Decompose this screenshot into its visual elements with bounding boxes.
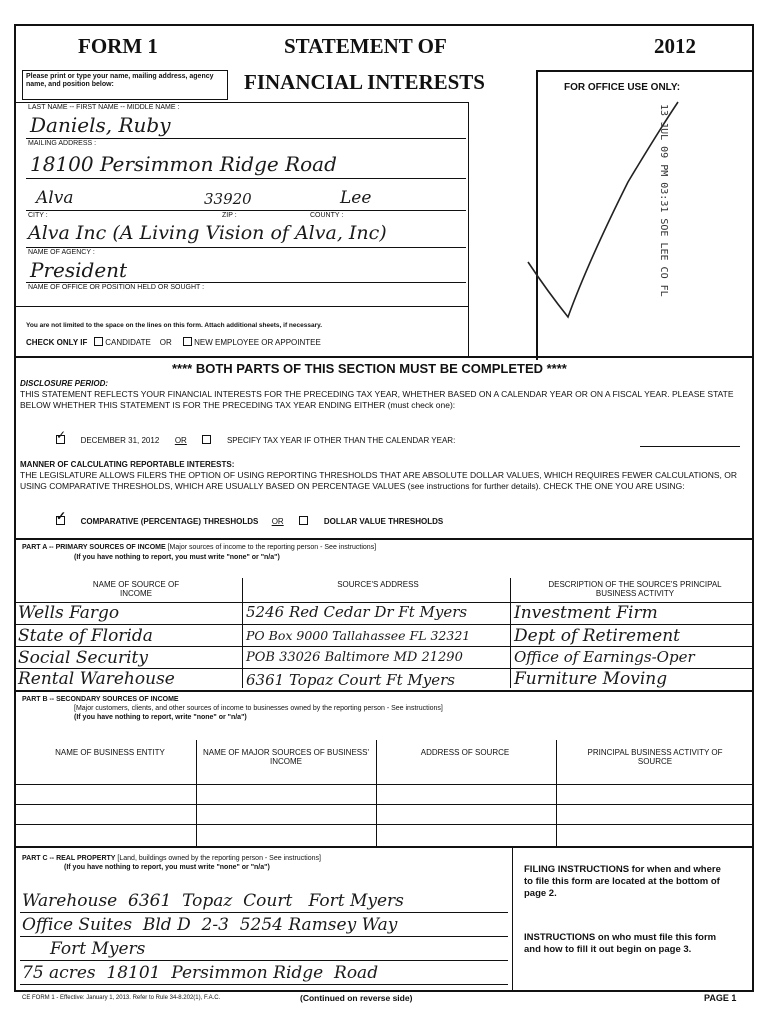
who-must-file-instructions: INSTRUCTIONS on who must file this form and how to fill it out begin on page 3. [524, 932, 717, 955]
print-instruction: Please print or type your name, mailing address, agency name, and position below: [26, 73, 214, 88]
part-a-header-name: NAME OF SOURCE OF INCOME [92, 580, 180, 598]
office-use-box [536, 70, 754, 360]
filer-zip[interactable]: 33920 [204, 190, 252, 208]
footer-form-id: CE FORM 1 - Effective: January 1, 2013. Refer to Rule 34-8.202(1), F.A.C. [22, 995, 221, 1001]
filer-address[interactable]: 18100 Persimmon Ridge Road [30, 152, 337, 176]
part-b-subtitle: [Major customers, clients, and other sources of income to businesses owned by the reporting person - See instructions] [74, 705, 443, 712]
part-c-line2[interactable]: Office Suites Bld D 2-3 5254 Ramsey Way [22, 915, 398, 935]
city-label: CITY : [28, 212, 48, 219]
position-label: NAME OF OFFICE OR POSITION HELD OR SOUGHT : [28, 284, 205, 291]
disclosure-text: THIS STATEMENT REFLECTS YOUR FINANCIAL INTERESTS FOR THE PRECEDING TAX YEAR, WHETHER BASED ON A CALENDAR YEAR OR ON A FISCAL YEAR. PLEASE STATE BELOW WHETHER THIS STATEMENT IS FOR THE PRECEDING TAX YEAR ENDING EITHER (must check one): [20, 389, 734, 410]
part-a-row3-name[interactable]: Social Security [18, 648, 148, 668]
received-stamp: 13 JUL 09 PM 03:31 SOE LEE CO FL [658, 104, 669, 297]
dec31-label: DECEMBER 31, 2012 [80, 436, 160, 445]
agency-label: NAME OF AGENCY : [28, 249, 95, 256]
part-a-row4-address[interactable]: 6361 Topaz Court Ft Myers [246, 671, 455, 689]
part-a-title: PART A -- PRIMARY SOURCES OF INCOME [22, 544, 166, 551]
address-label: MAILING ADDRESS : [28, 140, 97, 147]
filer-name[interactable]: Daniels, Ruby [30, 113, 171, 137]
part-a-row1-address[interactable]: 5246 Red Cedar Dr Ft Myers [246, 603, 468, 621]
dollar-checkbox[interactable] [299, 516, 308, 525]
form-year: 2012 [654, 34, 696, 58]
new-employee-label: NEW EMPLOYEE OR APPOINTEE [194, 338, 321, 347]
part-a-row2-desc[interactable]: Dept of Retirement [514, 626, 681, 646]
check-mark-scribble [518, 92, 718, 332]
part-b-header-entity: NAME OF BUSINESS ENTITY [55, 748, 165, 757]
part-a-row1-desc[interactable]: Investment Firm [514, 603, 658, 623]
part-b-note: (If you have nothing to report, write "none" or "n/a") [74, 714, 247, 721]
specify-label: SPECIFY TAX YEAR IF OTHER THAN THE CALENDAR YEAR: [226, 436, 456, 445]
filer-position[interactable]: President [30, 258, 128, 282]
county-label: COUNTY : [310, 212, 344, 219]
disclosure-title: DISCLOSURE PERIOD: [20, 379, 109, 388]
part-a-header-desc: DESCRIPTION OF THE SOURCE'S PRINCIPAL BUSINESS ACTIVITY [548, 580, 722, 598]
part-a-row4-desc[interactable]: Furniture Moving [514, 669, 668, 689]
footer-page-number: PAGE 1 [704, 993, 737, 1003]
specify-checkbox[interactable] [202, 435, 211, 444]
comparative-checkbox[interactable]: ✓ [56, 509, 67, 523]
part-c-subtitle: [Land, buildings owned by the reporting person - See instructions] [117, 855, 321, 862]
form-title-line1: STATEMENT OF [284, 34, 447, 58]
filing-instructions: FILING INSTRUCTIONS for when and where to file this form are located at the bottom of page 2. [524, 864, 721, 899]
part-a-row3-address[interactable]: POB 33026 Baltimore MD 21290 [246, 650, 463, 665]
part-c-note: (If you have nothing to report, you must write "none" or "n/a") [64, 864, 270, 871]
section-banner: **** BOTH PARTS OF THIS SECTION MUST BE COMPLETED **** [172, 361, 567, 376]
part-c-title-row [22, 855, 321, 863]
check-only-label: CHECK ONLY IF [26, 338, 88, 347]
part-c-line4[interactable]: 75 acres 18101 Persimmon Ridge Road [22, 963, 379, 983]
part-a-note: (If you have nothing to report, you must write "none" or "n/a") [74, 554, 280, 561]
dollar-label: DOLLAR VALUE THRESHOLDS [323, 517, 444, 526]
comparative-label: COMPARATIVE (PERCENTAGE) THRESHOLDS [80, 517, 259, 526]
space-note: You are not limited to the space on the lines on this form. Attach additional sheets, if necessary. [26, 322, 323, 329]
form-title-line2: FINANCIAL INTERESTS [244, 70, 485, 94]
part-a-row3-desc[interactable]: Office of Earnings-Oper [514, 648, 695, 666]
part-b-header-address: ADDRESS OF SOURCE [420, 748, 510, 757]
disclosure-options [56, 428, 456, 446]
part-a-row2-address[interactable]: PO Box 9000 Tallahassee FL 32321 [246, 628, 471, 643]
name-label: LAST NAME -- FIRST NAME -- MIDDLE NAME : [28, 104, 180, 111]
part-a-header-address: SOURCE'S ADDRESS [337, 580, 419, 589]
office-use-label: FOR OFFICE USE ONLY: [564, 82, 681, 93]
part-a-row1-name[interactable]: Wells Fargo [18, 603, 120, 623]
check-only-row [26, 337, 321, 348]
part-b-title: PART B -- SECONDARY SOURCES OF INCOME [22, 696, 179, 703]
footer-continued: (Continued on reverse side) [300, 993, 413, 1003]
part-a-subtitle: [Major sources of income to the reporting person - See instructions] [167, 544, 377, 551]
part-a-title-row [22, 544, 376, 552]
manner-text: THE LEGISLATURE ALLOWS FILERS THE OPTION OF USING REPORTING THRESHOLDS THAT ARE ABSOLUTE DOLLAR VALUES, WHICH REQUIRES FEWER CALCULATIONS, OR USING COMPARATIVE THRESHOLDS, WHICH ARE USUALLY BASED ON PERCENTAGE VALUES (see instructions for further details). CHECK THE ONE YOU ARE USING: [20, 470, 737, 491]
form-number: FORM 1 [78, 34, 158, 58]
new-employee-checkbox[interactable] [183, 337, 192, 346]
zip-label: ZIP : [222, 212, 237, 219]
candidate-checkbox[interactable] [94, 337, 103, 346]
print-instruction-box [22, 70, 228, 100]
dec31-checkbox[interactable]: ✓ [56, 428, 67, 442]
or-label: OR [159, 338, 172, 347]
disclosure-or: OR [174, 436, 187, 445]
manner-title: MANNER OF CALCULATING REPORTABLE INTERESTS: [20, 460, 235, 469]
part-c-line3[interactable]: Fort Myers [50, 939, 146, 959]
threshold-or: OR [271, 517, 284, 526]
threshold-options [56, 509, 444, 527]
part-a-row2-name[interactable]: State of Florida [18, 626, 153, 646]
part-c-title: PART C -- REAL PROPERTY [22, 855, 116, 862]
part-c-line1[interactable]: Warehouse 6361 Topaz Court Fort Myers [22, 891, 404, 911]
part-b-header-sources: NAME OF MAJOR SOURCES OF BUSINESS' INCOME [203, 748, 369, 766]
part-b-header-activity: PRINCIPAL BUSINESS ACTIVITY OF SOURCE [587, 748, 723, 766]
part-a-row4-name[interactable]: Rental Warehouse [18, 669, 175, 689]
filer-county[interactable]: Lee [340, 188, 372, 208]
candidate-label: CANDIDATE [105, 338, 151, 347]
filer-agency[interactable]: Alva Inc (A Living Vision of Alva, Inc) [28, 222, 387, 244]
filer-city[interactable]: Alva [36, 188, 74, 208]
